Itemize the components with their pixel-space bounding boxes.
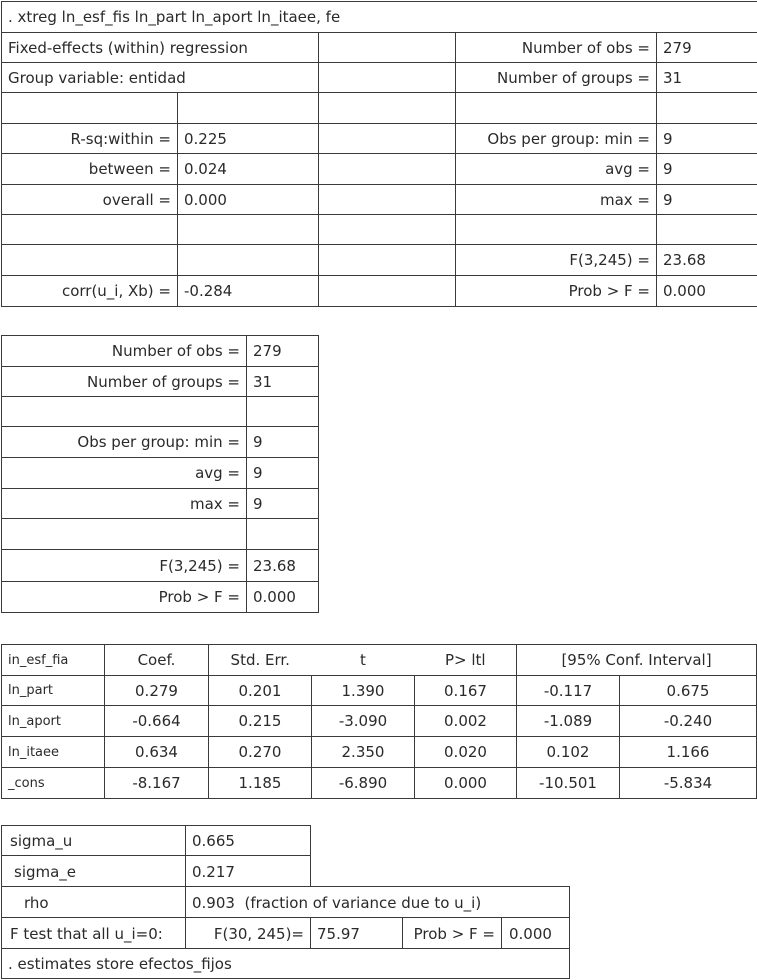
- empty-cell: [319, 93, 456, 124]
- nobs-label: Number of obs =: [456, 33, 657, 63]
- empty-cell: [178, 215, 319, 245]
- prob-f-value: 0.000: [657, 276, 757, 307]
- rsq-between-value: 0.024: [178, 154, 319, 185]
- sigma-e-value-cell: [185, 855, 311, 887]
- coef-header-ci: [95% Conf. Interval]: [517, 645, 757, 676]
- coef-header-coef: Coef.: [105, 645, 209, 676]
- ci-low: -10.501: [517, 768, 620, 799]
- nobs-value: 279: [657, 33, 757, 63]
- ngroups-value: 31: [657, 63, 757, 93]
- rsq-overall-label: overall =: [2, 185, 178, 215]
- ftest-f-value-cell: [310, 917, 403, 949]
- ci-high: 0.675: [620, 676, 757, 706]
- summary-table: [1, 335, 319, 613]
- empty-cell: [319, 63, 456, 93]
- se-value: 0.215: [209, 706, 312, 737]
- coef-header-t: t: [312, 645, 415, 676]
- rho-value: 0.903 (fraction of variance due to u_i): [192, 894, 482, 912]
- obs-min-value: 9: [657, 124, 757, 154]
- sigma-e-label-cell: [1, 855, 186, 887]
- ci-high: -5.834: [620, 768, 757, 799]
- ftest-prob-label-cell: [402, 917, 502, 949]
- ci-low: -1.089: [517, 706, 620, 737]
- empty-cell: [319, 276, 456, 307]
- p-value: 0.020: [415, 737, 517, 768]
- table-row: [2, 706, 757, 737]
- group-variable: Group variable: entidad: [2, 63, 319, 93]
- empty-cell: [319, 124, 456, 154]
- empty-cell: [319, 154, 456, 185]
- summary-ngroups-label: Number of groups =: [2, 367, 247, 397]
- ftest-label-cell: [1, 917, 186, 949]
- empty-cell: [2, 245, 178, 276]
- coefficient-table: [1, 644, 757, 799]
- p-value: 0.000: [415, 768, 517, 799]
- regression-title: Fixed-effects (within) regression: [2, 33, 319, 63]
- t-value: 2.350: [312, 737, 415, 768]
- rho-value-cell: [185, 886, 570, 918]
- ftest-f-value: 75.97: [317, 925, 360, 943]
- summary-obs-max-value: 9: [247, 489, 319, 519]
- empty-cell: [2, 93, 178, 124]
- ftest-label: F test that all u_i=0:: [10, 925, 163, 943]
- se-value: 1.185: [209, 768, 312, 799]
- coef-value: 0.634: [105, 737, 209, 768]
- t-value: -3.090: [312, 706, 415, 737]
- summary-prob-value: 0.000: [247, 582, 319, 613]
- summary-obs-max-label: max =: [2, 489, 247, 519]
- table-row: [2, 676, 757, 706]
- empty-cell: [178, 93, 319, 124]
- rsq-within-label: R-sq:within =: [2, 124, 178, 154]
- coef-header-row: [2, 645, 757, 676]
- summary-nobs-label: Number of obs =: [2, 336, 247, 367]
- summary-f-label: F(3,245) =: [2, 550, 247, 582]
- coef-header-p: P> ltl: [415, 645, 517, 676]
- ftest-prob-value: 0.000: [509, 925, 552, 943]
- empty-cell: [247, 397, 319, 427]
- t-value: -6.890: [312, 768, 415, 799]
- table-row: [2, 768, 757, 799]
- empty-cell: [319, 245, 456, 276]
- empty-cell: [456, 93, 657, 124]
- ci-high: -0.240: [620, 706, 757, 737]
- ngroups-label: Number of groups =: [456, 63, 657, 93]
- summary-nobs-value: 279: [247, 336, 319, 367]
- obs-avg-value: 9: [657, 154, 757, 185]
- se-value: 0.270: [209, 737, 312, 768]
- obs-max-value: 9: [657, 185, 757, 215]
- empty-cell: [319, 215, 456, 245]
- empty-cell: [247, 519, 319, 550]
- rho-label: rho: [24, 894, 49, 912]
- table-row: [2, 737, 757, 768]
- corr-value: -0.284: [178, 276, 319, 307]
- coef-value: -0.664: [105, 706, 209, 737]
- coef-value: 0.279: [105, 676, 209, 706]
- obs-max-label: max =: [456, 185, 657, 215]
- rsq-within-value: 0.225: [178, 124, 319, 154]
- coef-header-depvar: in_esf_fia: [2, 645, 105, 676]
- summary-obs-avg-label: avg =: [2, 458, 247, 489]
- summary-obs-min-value: 9: [247, 427, 319, 458]
- regression-header-table: [1, 1, 757, 307]
- obs-min-label: Obs per group: min =: [456, 124, 657, 154]
- var-name: ln_aport: [2, 706, 105, 737]
- rho-label-cell: [1, 886, 186, 918]
- t-value: 1.390: [312, 676, 415, 706]
- ftest-f-label: F(30, 245)=: [213, 925, 304, 943]
- ci-high: 1.166: [620, 737, 757, 768]
- sigma-u-value: 0.665: [192, 832, 235, 850]
- empty-cell: [319, 33, 456, 63]
- empty-cell: [2, 519, 247, 550]
- p-value: 0.167: [415, 676, 517, 706]
- ci-low: 0.102: [517, 737, 620, 768]
- p-value: 0.002: [415, 706, 517, 737]
- ci-low: -0.117: [517, 676, 620, 706]
- ftest-prob-value-cell: [501, 917, 570, 949]
- sigma-e-value: 0.217: [192, 863, 235, 881]
- estimates-line: . estimates store efectos_fijos: [8, 955, 232, 973]
- empty-cell: [2, 397, 247, 427]
- f-stat-label: F(3,245) =: [456, 245, 657, 276]
- var-name: ln_itaee: [2, 737, 105, 768]
- summary-obs-avg-value: 9: [247, 458, 319, 489]
- f-stat-value: 23.68: [657, 245, 757, 276]
- empty-cell: [657, 215, 757, 245]
- empty-cell: [178, 245, 319, 276]
- coef-header-se: Std. Err.: [209, 645, 312, 676]
- empty-cell: [657, 93, 757, 124]
- rsq-overall-value: 0.000: [178, 185, 319, 215]
- summary-prob-label: Prob > F =: [2, 582, 247, 613]
- command-line: . xtreg ln_esf_fis ln_part ln_aport ln_itaee, fe: [2, 2, 757, 33]
- sigma-u-label-cell: [1, 825, 186, 856]
- estimates-line-cell: [1, 948, 570, 979]
- summary-f-value: 23.68: [247, 550, 319, 582]
- rsq-between-label: between =: [2, 154, 178, 185]
- obs-avg-label: avg =: [456, 154, 657, 185]
- empty-cell: [2, 215, 178, 245]
- sigma-u-value-cell: [185, 825, 311, 856]
- se-value: 0.201: [209, 676, 312, 706]
- sigma-e-label: sigma_e: [14, 863, 77, 881]
- summary-ngroups-value: 31: [247, 367, 319, 397]
- empty-cell: [456, 215, 657, 245]
- ftest-prob-label: Prob > F =: [413, 925, 495, 943]
- var-name: ln_part: [2, 676, 105, 706]
- ftest-f-label-cell: [185, 917, 311, 949]
- corr-label: corr(u_i, Xb) =: [2, 276, 178, 307]
- var-name: _cons: [2, 768, 105, 799]
- sigma-u-label: sigma_u: [10, 832, 73, 850]
- prob-f-label: Prob > F =: [456, 276, 657, 307]
- summary-obs-min-label: Obs per group: min =: [2, 427, 247, 458]
- empty-cell: [319, 185, 456, 215]
- coef-value: -8.167: [105, 768, 209, 799]
